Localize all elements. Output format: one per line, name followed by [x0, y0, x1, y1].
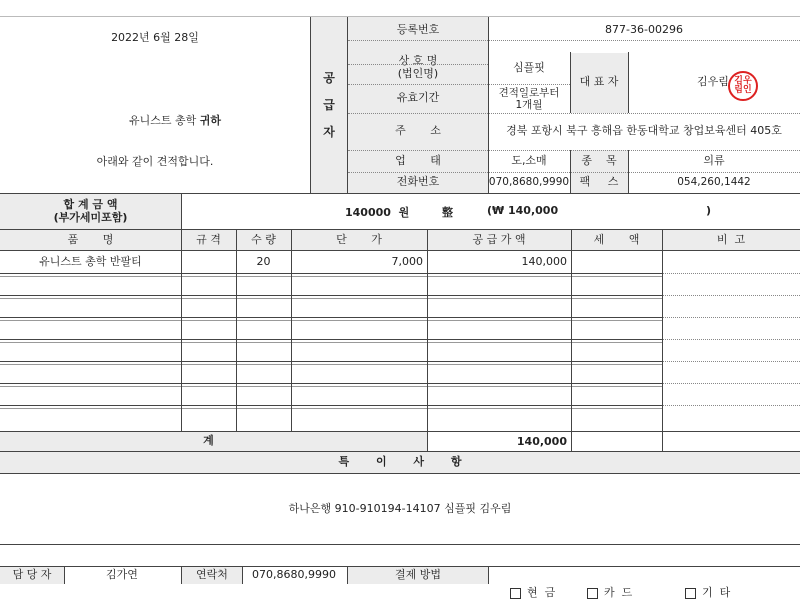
- row-remarks: [662, 251, 800, 273]
- col-header-tax: 세 액: [593, 232, 640, 246]
- company-seal-icon: 김우 림인: [728, 71, 758, 101]
- quote-intro: 아래와 같이 견적합니다.: [96, 154, 214, 168]
- manager-value: 김가연: [106, 568, 138, 582]
- row-unit-price: 7,000: [391, 255, 423, 268]
- col-header-supply-amount: 공 급 가 액: [472, 232, 526, 246]
- biz-type-label: 업 태: [395, 153, 441, 167]
- contact-value: 070,8680,9990: [252, 568, 336, 582]
- total-close-paren: ): [706, 204, 712, 217]
- phone-label: 전화번호: [396, 175, 440, 189]
- rep-value: 김우림: [697, 74, 729, 88]
- row-supply-amount: 140,000: [521, 255, 567, 268]
- col-header-qty: 수 량: [251, 232, 276, 246]
- checkbox-icon[interactable]: [685, 588, 696, 599]
- payment-option-label: 기 타: [702, 586, 731, 599]
- checkbox-icon[interactable]: [587, 588, 598, 599]
- validity-label: 유효기간: [396, 90, 440, 104]
- row-item-name: 유니스트 총학 반팔티: [39, 254, 142, 268]
- col-header-spec: 규 격: [196, 232, 221, 246]
- item-value: 의류: [703, 153, 725, 167]
- notes-text: 하나은행 910-910194-14107 심플핏 김우림: [288, 501, 512, 515]
- items-table-header: [0, 230, 800, 250]
- quote-date: 2022년 6월 28일: [111, 30, 199, 44]
- checkbox-icon[interactable]: [510, 588, 521, 599]
- payment-option-other[interactable]: [678, 567, 731, 599]
- quote-header-box: [0, 16, 800, 193]
- address-label: 주 소: [395, 124, 441, 138]
- total-won-label: 整: [442, 206, 453, 219]
- phone-value: 070,8680,9990: [488, 176, 570, 189]
- row-spec: [181, 251, 236, 273]
- biz-type-value: 도,소매: [511, 153, 547, 167]
- fax-label: 팩 스: [579, 175, 619, 189]
- company-value: 심플핏: [513, 60, 545, 74]
- col-header-remarks: 비 고: [716, 232, 746, 246]
- address-value: 경북 포항시 북구 흥해읍 한동대학교 창업보육센터 405호: [506, 124, 782, 138]
- supplier-side-char: 공: [323, 71, 335, 85]
- recipient-suffix: 귀하: [199, 114, 222, 127]
- contact-label: 연락처: [182, 567, 242, 584]
- manager-label: 담 당 자: [0, 567, 64, 584]
- total-amount-paren: (₩ 140,000: [487, 204, 559, 217]
- fax-value: 054,260,1442: [677, 176, 751, 189]
- company-label: 상 호 명 (법인명): [397, 54, 439, 80]
- rep-label: 대 표 자: [579, 74, 619, 88]
- payment-option-card[interactable]: [580, 567, 633, 599]
- notes-label: 특 이 사 항: [0, 452, 800, 473]
- col-header-name: 품 명: [67, 232, 114, 246]
- table-row: [0, 251, 800, 273]
- recipient: [0, 112, 310, 130]
- recipient-name: 유니스트 총학: [128, 114, 197, 127]
- payment-option-cash[interactable]: [503, 567, 556, 599]
- validity-value: 견적일로부터 1개월: [498, 86, 560, 111]
- items-table-body: [0, 251, 800, 431]
- item-label: 종 목: [581, 153, 617, 167]
- supplier-side-label: [311, 16, 347, 193]
- payment-option-label: 현 금: [527, 586, 556, 599]
- subtotal-amount: 140,000: [516, 435, 567, 448]
- row-qty: 20: [256, 254, 271, 268]
- total-amount-text: 140000 원: [345, 206, 410, 219]
- col-header-unit-price: 단 가: [336, 232, 382, 246]
- total-label: 합 계 금 액 (부가세미포함): [0, 194, 181, 229]
- row-tax: [571, 251, 662, 273]
- reg-no-label: 등록번호: [396, 22, 440, 36]
- payment-label: 결제 방법: [348, 567, 488, 584]
- supplier-side-char: 자: [323, 125, 335, 139]
- reg-no-value: 877-36-00296: [605, 22, 683, 36]
- payment-option-label: 카 드: [604, 586, 633, 599]
- supplier-side-char: 급: [323, 98, 335, 112]
- subtotal-label: 계: [203, 434, 214, 448]
